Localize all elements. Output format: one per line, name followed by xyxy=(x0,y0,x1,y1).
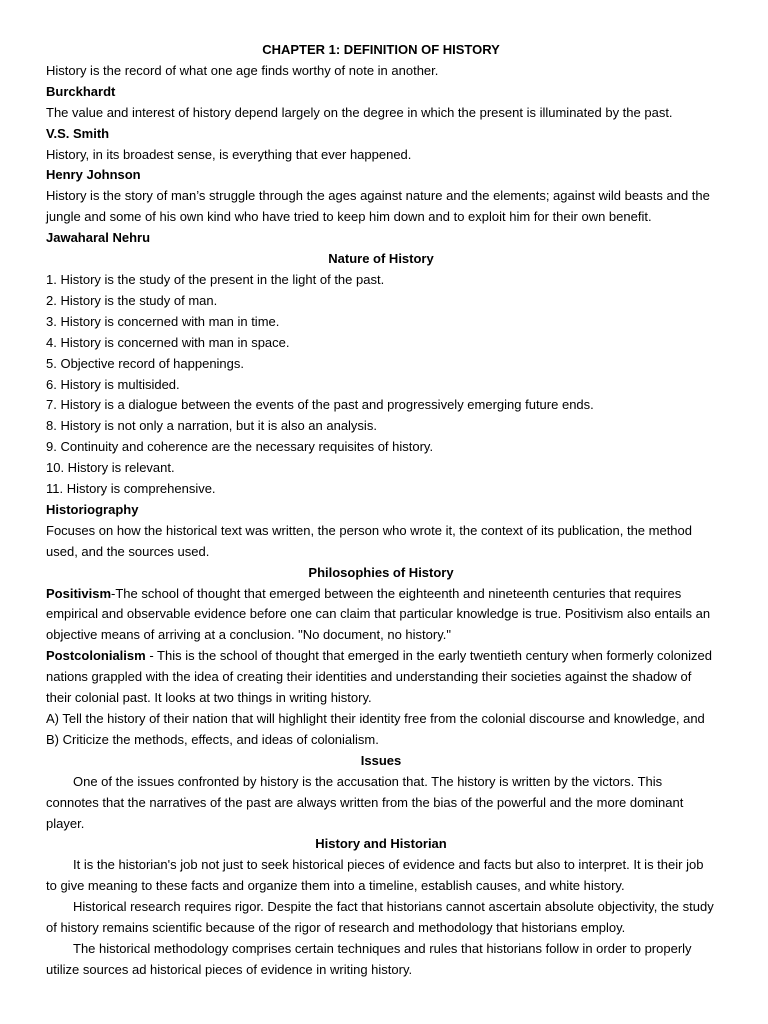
section-heading-historiography: Historiography xyxy=(46,501,139,517)
postcolonialism-point-a: A) Tell the history of their nation that will highlight their identity free from the colonial discourse and knowledge, and xyxy=(46,711,705,726)
nature-list-item: 11. History is comprehensive. xyxy=(46,481,216,497)
nature-list-item: 6. History is multisided. xyxy=(46,376,180,392)
section-heading-history-historian: History and Historian xyxy=(315,836,447,852)
section-heading-philosophies: Philosophies of History xyxy=(308,564,454,580)
historian-paragraph: The historical methodology comprises certain techniques and rules that historians follow in order to properly utilize sources ad historical pieces of evidence in writing history. xyxy=(46,940,692,977)
issues-paragraph: One of the issues confronted by history is the accusation that. The history is written by the victors. This connotes that the narratives of the past are always written from the bias of the powerful and the more dominant player. xyxy=(46,773,684,831)
definition-author: V.S. Smith xyxy=(46,125,110,141)
definition-quote: History is the record of what one age finds worthy of note in another. xyxy=(46,62,439,78)
definition-quote: The value and interest of history depend largely on the degree in which the present is illuminated by the past. xyxy=(46,104,673,120)
historian-paragraph: It is the historian's job not just to seek historical pieces of evidence and facts but also to interpret. It is their job to give meaning to these facts and organize them into a timeline, establish causes, and white history. xyxy=(46,857,704,894)
nature-list-item: 4. History is concerned with man in space. xyxy=(46,334,290,350)
definition-author: Jawaharal Nehru xyxy=(46,230,151,246)
section-heading-nature: Nature of History xyxy=(328,251,434,267)
postcolonialism-point-b: B) Criticize the methods, effects, and ideas of colonialism. xyxy=(46,731,379,747)
historian-paragraph: Historical research requires rigor. Despite the fact that historians cannot ascertain absolute objectivity, the study of history remains scientific because of the rigor of research and methodology that historians employ. xyxy=(46,899,714,936)
positivism-text: -The school of thought that emerged between the eighteenth and nineteenth centuries that requires empirical and observable evidence before one can claim that particular knowledge is true. Positivism also entails an objective means of arriving at a conclusion. "No document, no history." xyxy=(46,585,711,643)
postcolonialism-term: Postcolonialism xyxy=(46,648,146,664)
nature-list-item: 9. Continuity and coherence are the necessary requisites of history. xyxy=(46,439,434,455)
nature-list-item: 2. History is the study of man. xyxy=(46,292,218,308)
historiography-text: Focuses on how the historical text was written, the person who wrote it, the context of its publication, the method used, and the sources used. xyxy=(46,522,693,559)
postcolonialism-paragraph xyxy=(46,646,716,709)
definition-quote: History, in its broadest sense, is everything that ever happened. xyxy=(46,146,412,162)
section-heading-issues: Issues xyxy=(360,752,402,768)
nature-list-item: 3. History is concerned with man in time. xyxy=(46,313,280,329)
positivism-paragraph xyxy=(46,584,716,647)
nature-list-item: 8. History is not only a narration, but it is also an analysis. xyxy=(46,418,377,434)
nature-list-item: 7. History is a dialogue between the events of the past and progressively emerging future ends. xyxy=(46,397,594,413)
nature-list-item: 1. History is the study of the present in the light of the past. xyxy=(46,271,385,287)
definition-author: Henry Johnson xyxy=(46,167,141,183)
definition-author: Burckhardt xyxy=(46,83,116,99)
positivism-term: Positivism xyxy=(46,585,112,601)
nature-list-item: 10. History is relevant. xyxy=(46,460,175,476)
nature-list-item: 5. Objective record of happenings. xyxy=(46,355,245,371)
chapter-title: CHAPTER 1: DEFINITION OF HISTORY xyxy=(262,42,500,57)
postcolonialism-text: - This is the school of thought that emerged in the early twentieth century when formerly colonized nations grappled with the idea of creating their identities and understanding their societies against the shadow of their colonial past. It looks at two things in writing history. xyxy=(46,648,712,706)
definition-quote: History is the story of man’s struggle through the ages against nature and the elements; against wild beasts and the jungle and some of his own kind who have tried to keep him down and to exploit him for their own benefit. xyxy=(46,188,710,225)
